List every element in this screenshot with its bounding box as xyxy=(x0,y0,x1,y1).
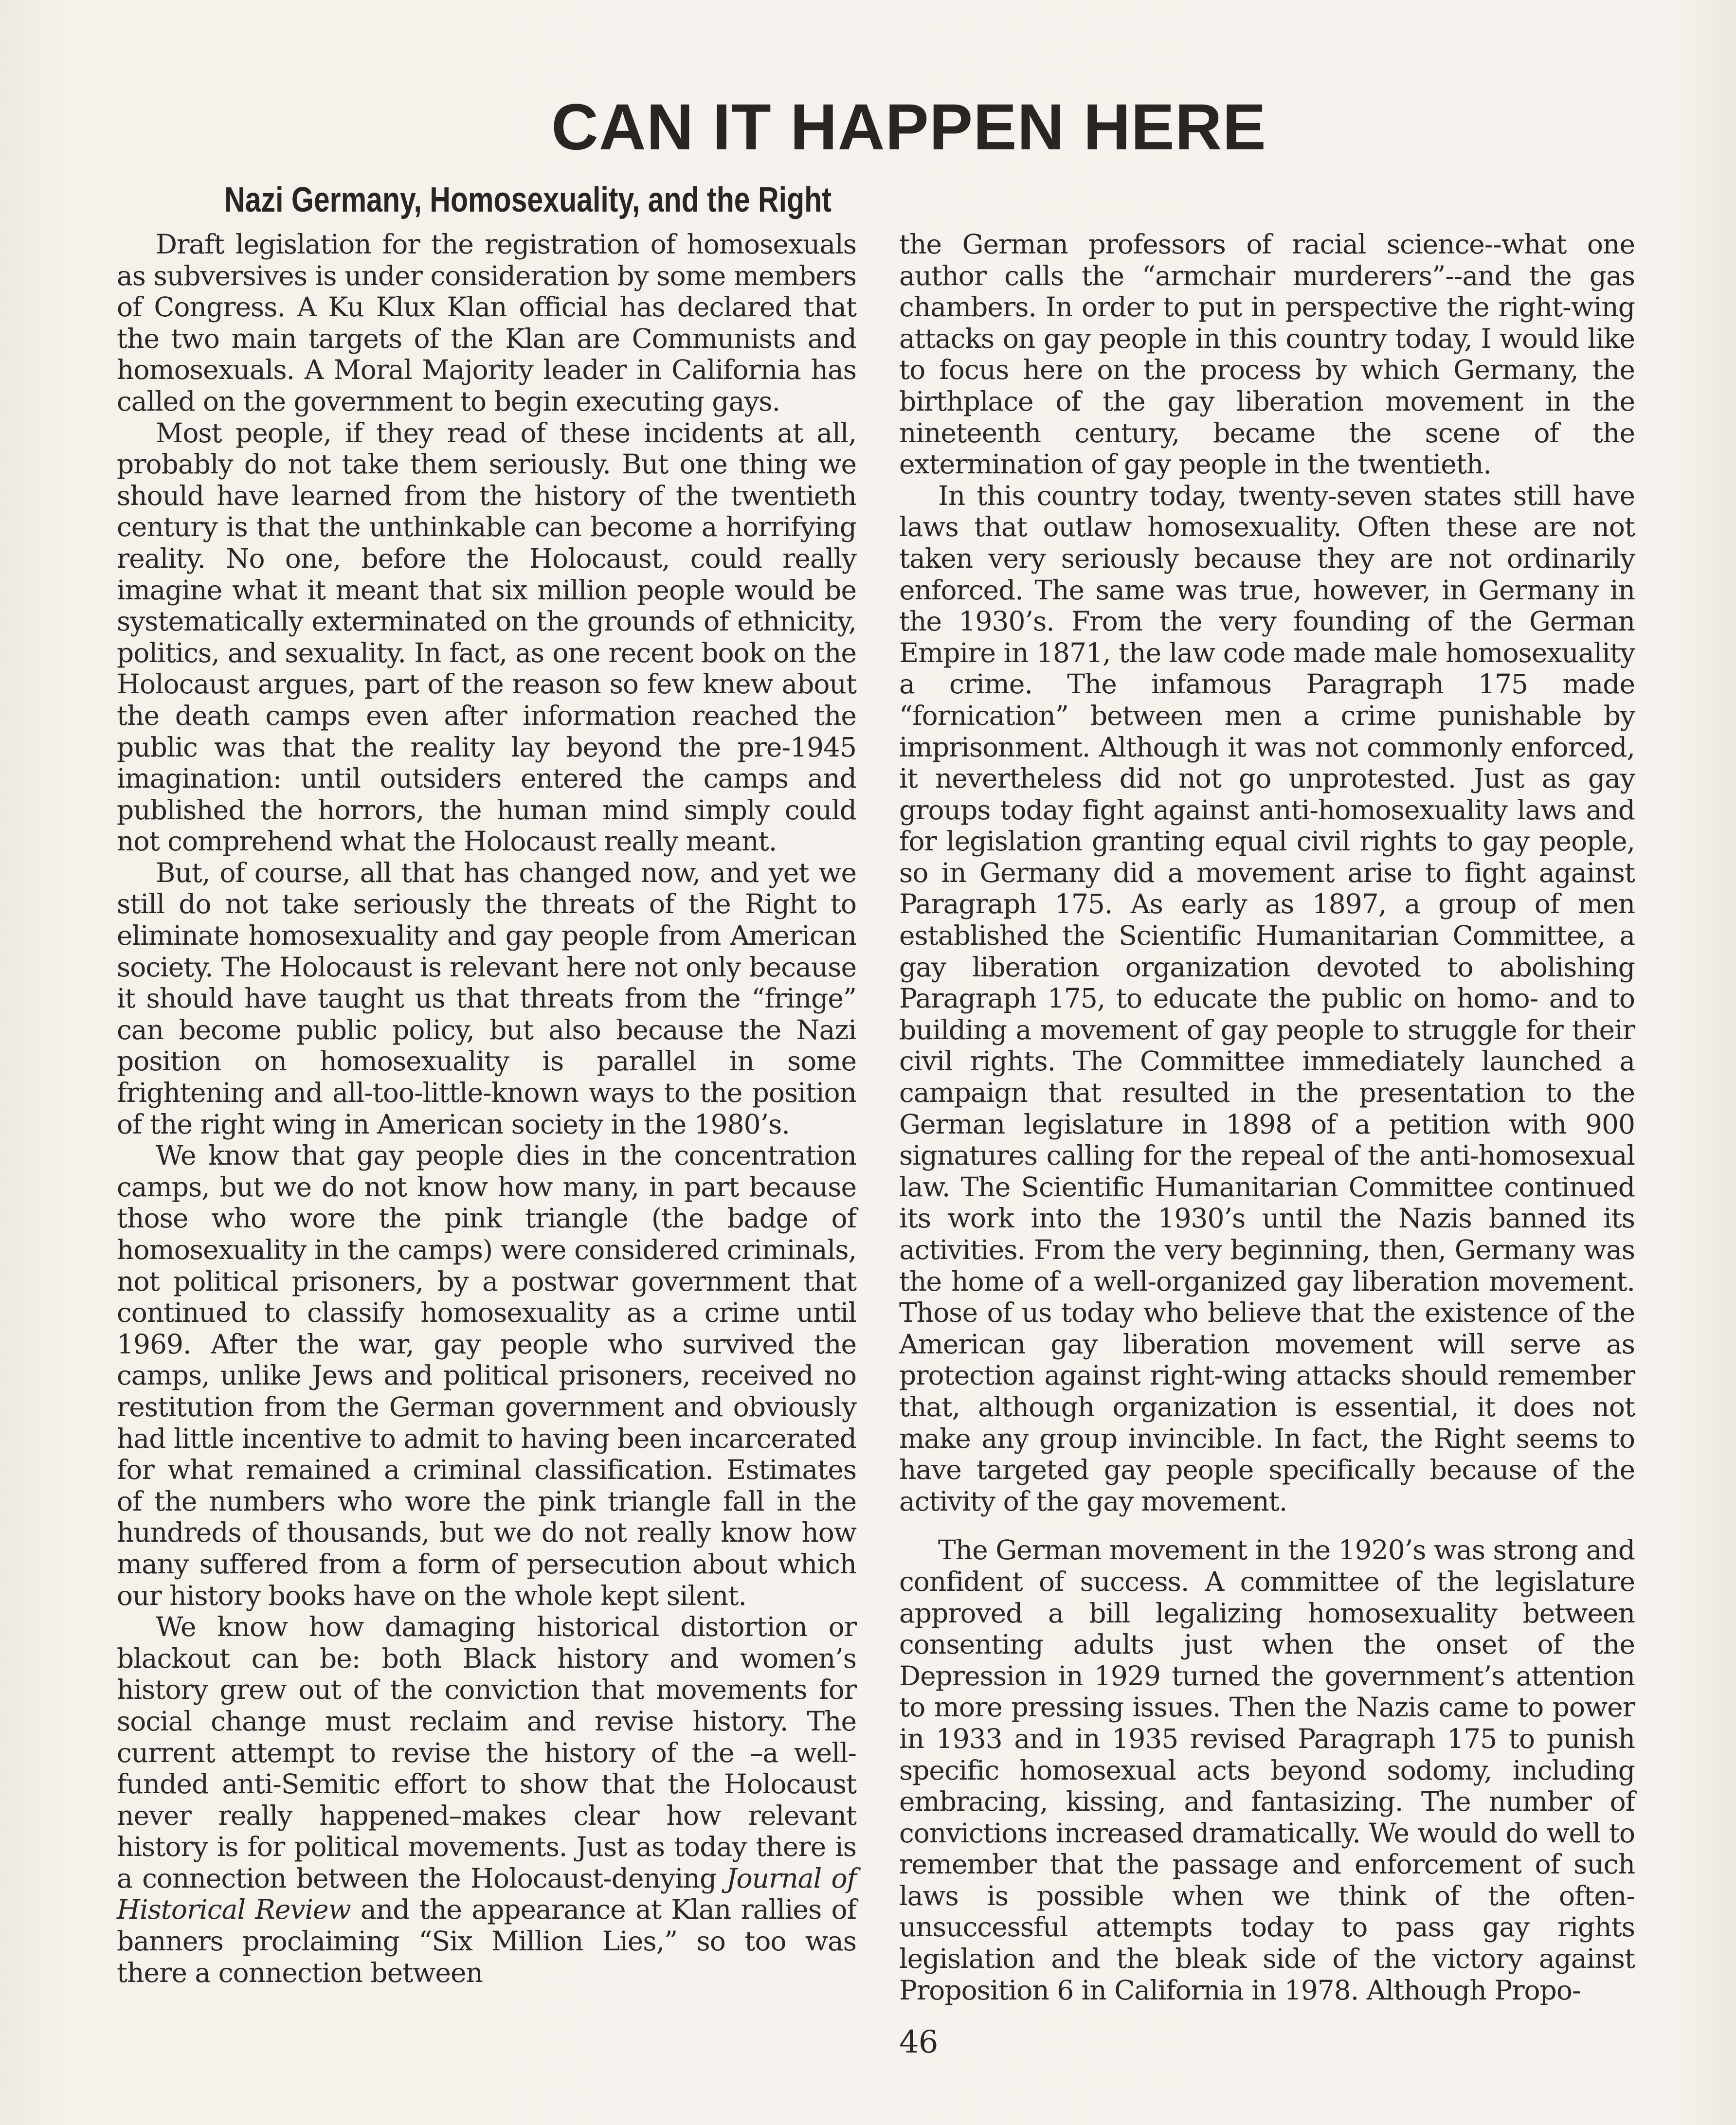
article-body xyxy=(0,229,1736,2060)
paragraph-text: and the appearance at Klan rallies of banners proclaiming “Six Million Lies,” so too was there a connection between xyxy=(117,1894,857,1988)
paragraph xyxy=(117,1611,856,1988)
paragraph: In this country today, twenty-seven states still have laws that outlaw homosexuality. Often these are not taken very seriously because they are not ordinarily enforced. The same was true, however, in Germany in the 1930’s. From the very founding of the German Empire in 1871, the law code made male homosexuality a crime. The infamous Paragraph 175 made “fornication” between men a crime punishable by imprisonment. Although it was not commonly enforced, it nevertheless did not go unprotested. Just as gay groups today fight against anti-homosexuality laws and for legislation granting equal civil rights to gay people, so in Germany did a movement arise to fight against Paragraph 175. As early as 1897, a group of men established the Scientific Humanitarian Committee, a gay liberation organization devoted to abolishing Paragraph 175, to educate the public on homo- and to building a movement of gay people to struggle for their civil rights. The Committee immediately launched a campaign that resulted in the presentation to the German legislature in 1898 of a petition with 900 signatures calling for the repeal of the anti-homosexual law. The Scientific Humanitarian Committee continued its work into the 1930’s until the Nazis banned its activities. From the very beginning, then, Germany was the home of a well-organized gay liberation movement. Those of us today who believe that the existence of the American gay liberation movement will serve as protection against right-wing attacks should remember that, although organization is essential, it does not make any group invincible. In fact, the Right seems to have targeted gay people specifically because of the activity of the gay movement. xyxy=(899,480,1635,1517)
article-subtitle: Nazi Germany, Homosexuality, and the Right xyxy=(224,180,832,219)
paragraph: But, of course, all that has changed now, and yet we still do not take seriously the threats of the Right to eliminate homosexuality and gay people from American society. The Holocaust is relevant here not only because it should have taught us that threats from the “fringe” can become public policy, but also because the Nazi position on homosexuality is parallel in some frightening and all-too-little-known ways to the position of the right wing in American society in the 1980’s. xyxy=(117,857,856,1140)
paragraph-text: We know how damaging historical distortion or blackout can be: both Black history and women’s history grew out of the conviction that movements for social change must reclaim and revise history. The current attempt to revise the history of the –a well-funded anti-Semitic effort to show that the Holocaust never really happened–makes clear how relevant history is for political movements. Just as today there is a connection between the Holocaust-denying xyxy=(117,1611,856,1894)
paragraph: We know that gay people dies in the concentration camps, but we do not know how many, in part because those who wore the pink triangle (the badge of homosexuality in the camps) were considered criminals, not political prisoners, by a postwar government that continued to classify homosexuality as a crime until 1969. After the war, gay people who survived the camps, unlike Jews and political prisoners, received no restitution from the German government and obviously had little incentive to admit to having been incarcerated for what remained a criminal classification. Estimates of the numbers who wore the pink triangle fall in the hundreds of thousands, but we do not really know how many suffered from a form of persecution about which our history books have on the whole kept silent. xyxy=(117,1140,856,1611)
left-column xyxy=(117,229,856,1988)
journal-title: Journal of Historical Review xyxy=(117,1862,856,1926)
paragraph: Draft legislation for the registration of homosexuals as subversives is under consideration by some members of Congress. A Ku Klux Klan official has declared that the two main targets of the Klan are Communists and homosexuals. A Moral Majority leader in California has called on the government to begin executing gays. xyxy=(117,229,856,417)
page-number: 46 xyxy=(899,2024,938,2061)
right-column xyxy=(899,229,1635,2060)
paragraph: the German professors of racial science--what one author calls the “armchair murderers”--and the gas chambers. In order to put in perspective the right-wing attacks on gay people in this country today, I would like to focus here on the process by which Germany, the birthplace of the gay liberation movement in the nineteenth century, became the scene of the extermination of gay people in the twentieth. xyxy=(899,229,1635,480)
article-title: CAN IT HAPPEN HERE xyxy=(551,91,1266,163)
paragraph: Most people, if they read of these incidents at all, probably do not take them seriously. But one thing we should have learned from the history of the twentieth century is that the unthinkable can become a horrifying reality. No one, before the Holocaust, could really imagine what it meant that six million people would be systematically exterminated on the grounds of ethnicity, politics, and sexuality. In fact, as one recent book on the Holocaust argues, part of the reason so few knew about the death camps even after information reached the public was that the reality lay beyond the pre-1945 imagination: until outsiders entered the camps and published the horrors, the human mind simply could not comprehend what the Holocaust really meant. xyxy=(117,417,856,857)
paragraph: The German movement in the 1920’s was strong and confident of success. A committee of the legislature approved a bill legalizing homosexuality between consenting adults just when the onset of the Depression in 1929 turned the government’s attention to more pressing issues. Then the Nazis came to power in 1933 and in 1935 revised Paragraph 175 to punish specific homosexual acts beyond sodomy, including embracing, kissing, and fantasizing. The number of convictions increased dramatically. We would do well to remember that the passage and enforcement of such laws is possible when we think of the often-unsuccessful attempts today to pass gay rights legislation and the bleak side of the victory against Proposition 6 in California in 1978. Although Propo- xyxy=(899,1534,1635,2006)
